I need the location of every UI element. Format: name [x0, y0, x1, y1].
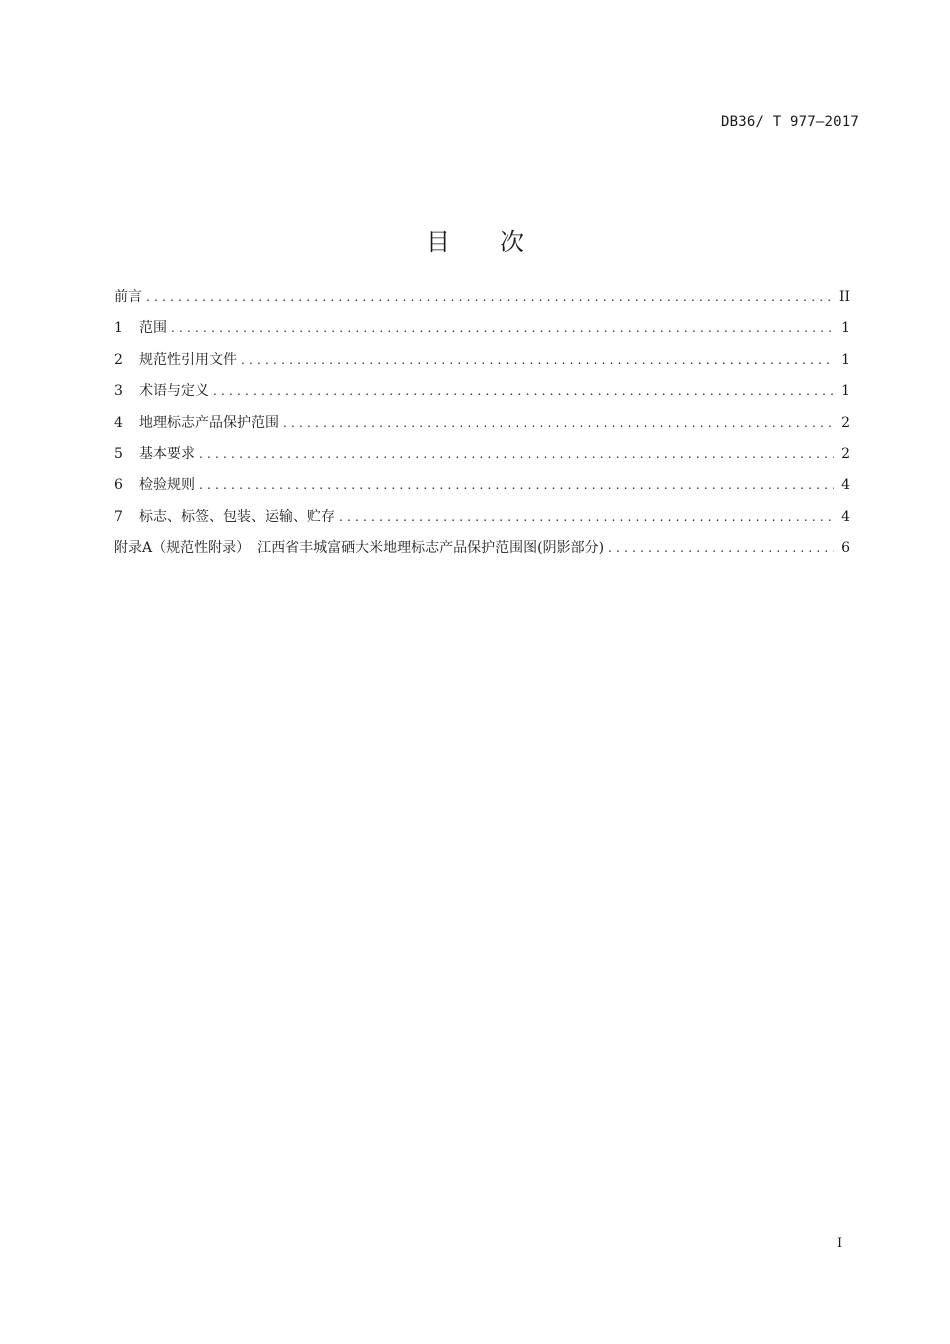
toc-entry-label: 标志、标签、包装、运输、贮存	[139, 508, 335, 525]
toc-dot-leader	[339, 506, 834, 528]
toc-dot-leader	[283, 412, 834, 434]
page-title-char-1: 目	[426, 228, 450, 257]
toc-entry-label: 前言	[114, 289, 142, 305]
toc-entry-4[interactable]	[114, 412, 850, 443]
toc-entry-label: 基本要求	[139, 445, 195, 462]
toc-entry-page: 4	[841, 508, 850, 525]
toc-dot-leader	[199, 474, 834, 496]
toc-dot-leader	[199, 443, 834, 465]
page-title	[0, 222, 950, 257]
toc-dot-leader	[171, 317, 834, 339]
toc-entry-page: 2	[841, 445, 850, 462]
toc-entry-label: 检验规则	[139, 477, 195, 494]
toc-entry-page: 1	[841, 351, 850, 368]
toc-entry-page: II	[838, 289, 850, 305]
toc-entry-page: 4	[841, 477, 850, 494]
toc-dot-leader	[146, 286, 833, 308]
toc-entry-number: 4	[114, 414, 123, 431]
toc-dot-leader	[241, 349, 834, 371]
toc-entry-number: 5	[114, 445, 123, 462]
toc-entry-label: 地理标志产品保护范围	[139, 414, 279, 431]
toc-entry-page: 2	[841, 414, 850, 431]
toc-dot-leader	[608, 537, 834, 559]
toc-entry-number: 6	[114, 477, 123, 494]
toc-entry-number: 2	[114, 351, 123, 368]
toc-entry-foreword[interactable]	[114, 286, 850, 317]
toc-entry-appendix-a[interactable]	[114, 537, 850, 568]
toc-entry-label: 术语与定义	[139, 383, 209, 400]
toc-entry-number: 1	[114, 320, 123, 337]
toc-entry-1[interactable]	[114, 317, 850, 348]
toc-entry-page: 1	[841, 320, 850, 337]
toc-entry-2[interactable]	[114, 349, 850, 380]
toc-entry-number: 7	[114, 508, 123, 525]
toc-entry-5[interactable]	[114, 443, 850, 474]
toc-entry-3[interactable]	[114, 380, 850, 411]
toc-entry-7[interactable]	[114, 506, 850, 537]
toc-entry-number: 3	[114, 383, 123, 400]
toc-entry-label: 规范性引用文件	[139, 351, 237, 368]
page-number: I	[837, 1236, 843, 1251]
toc-dot-leader	[213, 380, 834, 402]
page-title-char-2: 次	[500, 228, 524, 257]
toc-entry-page: 6	[841, 540, 850, 557]
toc-entry-page: 1	[841, 383, 850, 400]
toc-entry-label: 附录A（规范性附录） 江西省丰城富硒大米地理标志产品保护范围图(阴影部分)	[114, 540, 605, 557]
table-of-contents	[114, 286, 850, 569]
standard-code: DB36/ T 977—2017	[720, 114, 859, 130]
toc-entry-6[interactable]	[114, 474, 850, 505]
toc-entry-label: 范围	[139, 320, 167, 337]
